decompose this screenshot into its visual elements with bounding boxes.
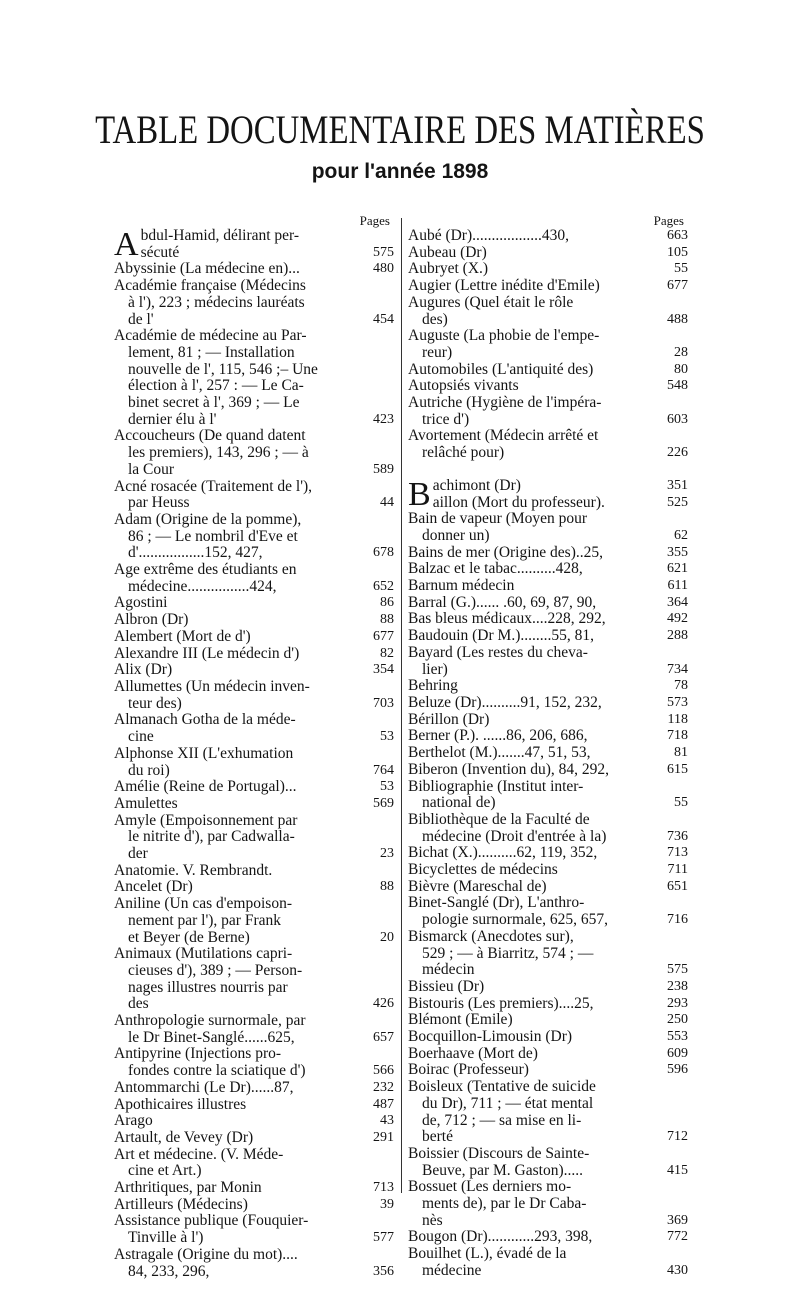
index-entry <box>114 712 394 745</box>
left-entry-list <box>114 228 394 1280</box>
entry-text-line: des) <box>422 311 448 328</box>
index-entry <box>114 896 394 946</box>
entry-text-line: Bibliographie (Institut inter- <box>408 778 584 795</box>
entry-text-line: Art et médecine. (V. Méde- <box>114 1146 284 1163</box>
page-number: 573 <box>667 694 688 710</box>
page-number: 81 <box>674 745 688 761</box>
page-number: 703 <box>373 695 394 711</box>
pages-header-right: Pages <box>653 213 684 228</box>
index-entry <box>408 745 688 762</box>
entry-text-line: Ancelet (Dr) <box>114 879 193 896</box>
entry-text-line: Boerhaave (Mort de) <box>408 1045 538 1062</box>
page-number: 426 <box>373 996 394 1012</box>
entry-text-line: Bièvre (Mareschal de) <box>408 878 547 895</box>
entry-text-line: par Heuss <box>128 495 190 512</box>
index-entry <box>114 328 394 428</box>
page-number: 603 <box>667 411 688 427</box>
page-number: 291 <box>373 1129 394 1145</box>
entry-text-line: 529 ; — à Biarritz, 574 ; — <box>422 945 594 962</box>
page-number: 772 <box>667 1229 688 1245</box>
entry-text-line: Académie de médecine au Par- <box>114 328 307 345</box>
entry-text-line: Acné rosacée (Traitement de l'), <box>114 478 313 495</box>
index-entry <box>114 512 394 562</box>
page-number: 88 <box>380 612 394 628</box>
index-entry <box>114 1113 394 1130</box>
entry-text-line: Aniline (Un cas d'empoison- <box>114 896 292 913</box>
left-column <box>114 214 394 1280</box>
page-number: 44 <box>380 495 394 511</box>
entry-text-line: Albron (Dr) <box>114 612 189 629</box>
page-number: 238 <box>667 978 688 994</box>
entry-text-line: élection à l', 257 : — Le Ca- <box>128 378 304 395</box>
index-entry <box>114 646 394 663</box>
index-entry <box>408 511 688 544</box>
index-entry <box>408 475 688 513</box>
page-number: 78 <box>674 678 688 694</box>
entry-text-line: Bistouris (Les premiers)....25, <box>408 995 594 1012</box>
page-number: 351 <box>667 477 688 493</box>
index-entry <box>114 261 394 278</box>
entry-text-line: donner un) <box>422 527 490 544</box>
entry-text-line: Bibliothèque de la Faculté de <box>408 811 590 828</box>
entry-text-line: et Beyer (de Berne) <box>128 929 250 946</box>
entry-text-line: lement, 81 ; — Installation <box>128 344 295 361</box>
entry-text-line: Amulettes <box>114 795 178 812</box>
entry-text-line: cieuses d'), 389 ; — Person- <box>128 962 303 979</box>
index-entry <box>408 862 688 879</box>
entry-text-line: Bicyclettes de médecins <box>408 862 558 879</box>
entry-text-line: Antommarchi (Le Dr)......87, <box>114 1079 294 1096</box>
index-entry <box>114 1213 394 1246</box>
page-number: 651 <box>667 878 688 894</box>
index-entry <box>114 796 394 813</box>
entry-text-line: Boisleux (Tentative de suicide <box>408 1079 596 1096</box>
page-number: 677 <box>667 278 688 294</box>
page-number: 288 <box>667 628 688 644</box>
entry-text-line: fondes contre la sciatique d') <box>128 1063 306 1080</box>
entry-text-line: Beuve, par M. Gaston)..... <box>422 1162 583 1179</box>
page-number: 596 <box>667 1062 688 1078</box>
index-entry <box>408 362 688 379</box>
index-entry <box>114 863 394 880</box>
page-number: 232 <box>373 1079 394 1095</box>
page-number: 718 <box>667 728 688 744</box>
entry-text-line: Boissier (Discours de Sainte- <box>408 1145 590 1162</box>
page-number: 454 <box>373 311 394 327</box>
entry-text-line: achimont (Dr) <box>432 477 521 494</box>
page-number: 764 <box>373 762 394 778</box>
index-entry <box>408 595 688 612</box>
page-number: 355 <box>667 544 688 560</box>
index-entry <box>408 1146 688 1179</box>
entry-text-line: le Dr Binet-Sanglé......625, <box>128 1029 295 1046</box>
index-entry <box>408 695 688 712</box>
entry-text-line: Amélie (Reine de Portugal)... <box>114 779 297 796</box>
entry-text-line: à l'), 223 ; médecins lauréats <box>128 294 305 311</box>
index-entry <box>408 845 688 862</box>
page-number: 736 <box>667 828 688 844</box>
entry-text-line: Assistance publique (Fouquier- <box>114 1213 309 1230</box>
entry-text-line: Abyssinie (La médecine en)... <box>114 261 300 278</box>
index-entry <box>408 895 688 928</box>
index-entry <box>408 228 688 245</box>
entry-text-line: national de) <box>422 795 496 812</box>
entry-text-line: la Cour <box>128 461 175 478</box>
index-entry <box>114 562 394 595</box>
index-entry <box>114 1147 394 1180</box>
entry-text-line: Bouilhet (L.), évadé de la <box>408 1246 567 1263</box>
page-number: 678 <box>373 545 394 561</box>
page-number: 488 <box>667 311 688 327</box>
page-number: 53 <box>380 779 394 795</box>
page-number: 487 <box>373 1096 394 1112</box>
entry-text-line: Bossuet (Les derniers mo- <box>408 1179 572 1196</box>
entry-text-line: Blémont (Emile) <box>408 1012 513 1029</box>
index-entry <box>408 1046 688 1063</box>
index-entry <box>114 1097 394 1114</box>
entry-text-line: Tinville à l') <box>128 1230 204 1247</box>
column-divider <box>401 218 402 1193</box>
page-number: 615 <box>667 761 688 777</box>
index-entry <box>408 328 688 361</box>
entry-text-line: de, 712 ; — sa mise en li- <box>422 1112 582 1129</box>
page-number: 480 <box>373 261 394 277</box>
index-entry <box>408 996 688 1013</box>
entry-text-line: Balzac et le tabac..........428, <box>408 561 583 578</box>
entry-text-line: médecin <box>422 962 475 979</box>
page-number: 430 <box>667 1262 688 1278</box>
page-number: 226 <box>667 445 688 461</box>
entry-text-line: Beluze (Dr)..........91, 152, 232, <box>408 694 602 711</box>
entry-text-line: Aubeau (Dr) <box>408 244 487 261</box>
entry-text-line: médecine (Droit d'entrée à la) <box>422 828 607 845</box>
entry-text-line: Auguste (La phobie de l'empe- <box>408 328 600 345</box>
index-entry <box>408 1012 688 1029</box>
index-entry <box>114 612 394 629</box>
page-number: 575 <box>667 962 688 978</box>
page-number: 82 <box>380 645 394 661</box>
page-number: 621 <box>667 561 688 577</box>
entry-text-line: reur) <box>422 344 453 361</box>
page-number: 525 <box>667 494 688 510</box>
entry-text-line: Astragale (Origine du mot).... <box>114 1246 298 1263</box>
page-number: 62 <box>674 527 688 543</box>
entry-text-line: Augures (Quel était le rôle <box>408 294 574 311</box>
page-number: 356 <box>373 1263 394 1279</box>
entry-text-line: Alexandre III (Le médecin d') <box>114 645 300 662</box>
entry-text-line: Baudouin (Dr M.)........55, 81, <box>408 628 594 645</box>
entry-text-line: Bérillon (Dr) <box>408 711 490 728</box>
page-title: TABLE DOCUMENTAIRE DES MATIÈRES <box>95 107 705 152</box>
page-number: 548 <box>667 378 688 394</box>
drop-cap-letter: A <box>114 226 139 263</box>
entry-text-line: du roi) <box>128 762 170 779</box>
index-entry <box>114 662 394 679</box>
entry-text-line: 84, 233, 296, <box>128 1263 210 1280</box>
entry-text-line: cine <box>128 729 154 746</box>
page-number: 423 <box>373 411 394 427</box>
index-entry <box>408 1246 688 1279</box>
page-number: 88 <box>380 879 394 895</box>
page-number: 369 <box>667 1212 688 1228</box>
entry-text-line: 86 ; — Le nombril d'Eve et <box>128 528 298 545</box>
entry-text-line: Age extrême des étudiants en <box>114 562 297 579</box>
entry-text-line: Apothicaires illustres <box>114 1096 247 1113</box>
entry-text-line: Barral (G.)...... .60, 69, 87, 90, <box>408 594 597 611</box>
entry-text-line: Amyle (Empoisonnement par <box>114 812 298 829</box>
entry-text-line: Almanach Gotha de la méde- <box>114 712 296 729</box>
entry-text-line: Bismarck (Anecdotes sur), <box>408 928 574 945</box>
page-number: 716 <box>667 912 688 928</box>
entry-text-line: Allumettes (Un médecin inven- <box>114 678 310 695</box>
entry-text-line: Anatomie. V. Rembrandt. <box>114 862 273 879</box>
page-number: 611 <box>667 578 688 594</box>
entry-text-line: aillon (Mort du professeur). <box>432 494 605 511</box>
index-entry <box>408 779 688 812</box>
index-entry <box>408 245 688 262</box>
entry-text-line: Anthropologie surnormale, par <box>114 1013 306 1030</box>
index-entry <box>408 278 688 295</box>
entry-text-line: Arago <box>114 1113 153 1130</box>
page-number: 55 <box>674 261 688 277</box>
page-number: 589 <box>373 461 394 477</box>
entry-text-line: Berner (P.). ......86, 206, 686, <box>408 728 588 745</box>
entry-text-line: Autriche (Hygiène de l'impéra- <box>408 395 602 412</box>
index-entry <box>114 1013 394 1046</box>
right-entry-list <box>408 228 688 1280</box>
index-entry <box>114 1046 394 1079</box>
entry-text-line: de l' <box>128 311 154 328</box>
index-entry <box>408 1079 688 1146</box>
entry-text-line: médecine <box>422 1262 482 1279</box>
page-number: 713 <box>667 845 688 861</box>
index-entry <box>114 779 394 796</box>
index-entry <box>408 261 688 278</box>
entry-text-line: Alix (Dr) <box>114 662 173 679</box>
entry-text-line: Accoucheurs (De quand datent <box>114 428 306 445</box>
entry-text-line: Bichat (X.)..........62, 119, 352, <box>408 845 598 862</box>
entry-text-line: Artault, de Vevey (Dr) <box>114 1129 254 1146</box>
page-number: 53 <box>380 729 394 745</box>
entry-text-line: Bain de vapeur (Moyen pour <box>408 511 588 528</box>
entry-text-line: Arthritiques, par Monin <box>114 1180 262 1197</box>
entry-text-line: Augier (Lettre inédite d'Emile) <box>408 278 600 295</box>
index-entry <box>408 1062 688 1079</box>
index-entry <box>408 812 688 845</box>
page-number: 250 <box>667 1012 688 1028</box>
entry-text-line: nouvelle de l', 115, 546 ;– Une <box>128 361 318 378</box>
entry-text-line: der <box>128 846 148 863</box>
entry-text-line: Bains de mer (Origine des)..25, <box>408 544 603 561</box>
page-number: 652 <box>373 578 394 594</box>
index-entry <box>114 278 394 328</box>
entry-text-line: Agostini <box>114 595 168 612</box>
index-entry <box>114 629 394 646</box>
entry-text-line: Animaux (Mutilations capri- <box>114 946 293 963</box>
page-number: 354 <box>373 662 394 678</box>
entry-text-line: du Dr), 711 ; — état mental <box>422 1095 594 1112</box>
entry-text-line: Artilleurs (Médecins) <box>114 1196 248 1213</box>
page-number: 415 <box>667 1162 688 1178</box>
right-column <box>408 214 688 1280</box>
page-number: 734 <box>667 661 688 677</box>
entry-text-line: nès <box>422 1212 443 1229</box>
index-entry <box>408 979 688 996</box>
index-entry <box>408 645 688 678</box>
index-entry <box>408 561 688 578</box>
page-number: 713 <box>373 1180 394 1196</box>
index-entry <box>114 1197 394 1214</box>
index-entry <box>114 946 394 1013</box>
entry-text-line: Bas bleus médicaux....228, 292, <box>408 611 606 628</box>
entry-text-line: relâché pour) <box>422 445 505 462</box>
entry-text-line: sécuté <box>140 244 180 261</box>
entry-text-line: Aubé (Dr)..................430, <box>408 228 570 244</box>
entry-text-line: binet secret à l', 369 ; — Le <box>128 395 300 412</box>
entry-text-line: Alembert (Mort de d') <box>114 628 251 645</box>
index-entry <box>114 228 394 261</box>
entry-text-line: Behring <box>408 678 458 695</box>
entry-text-line: nages illustres nourris par <box>128 979 288 996</box>
index-entry <box>408 578 688 595</box>
entry-text-line: des <box>128 996 149 1013</box>
page-number: 28 <box>674 344 688 360</box>
entry-text-line: Avortement (Médecin arrêté et <box>408 428 599 445</box>
page-number: 293 <box>667 995 688 1011</box>
index-entry <box>114 428 394 478</box>
index-entry <box>114 1080 394 1097</box>
page-number: 20 <box>380 929 394 945</box>
entry-text-line: berté <box>422 1129 453 1146</box>
entry-text-line: Bayard (Les restes du cheva- <box>408 644 588 661</box>
index-entry <box>408 929 688 979</box>
page-number: 663 <box>667 228 688 243</box>
index-entry <box>408 428 688 461</box>
index-entry <box>408 628 688 645</box>
page-number: 105 <box>667 244 688 260</box>
index-entry <box>408 879 688 896</box>
index-entry <box>408 728 688 745</box>
entry-text-line: Autopsiés vivants <box>408 378 519 395</box>
index-entry <box>408 762 688 779</box>
entry-text-line: lier) <box>422 661 448 678</box>
entry-text-line: médecine................424, <box>128 578 277 595</box>
page-number: 677 <box>373 628 394 644</box>
page-number: 492 <box>667 611 688 627</box>
page-number: 39 <box>380 1196 394 1212</box>
index-entry <box>408 1229 688 1246</box>
entry-text-line: ments de), par le Dr Caba- <box>422 1196 587 1213</box>
index-entry <box>114 479 394 512</box>
entry-text-line: teur des) <box>128 695 182 712</box>
index-entry <box>114 1180 394 1197</box>
page-number: 711 <box>667 862 688 878</box>
page-number: 609 <box>667 1045 688 1061</box>
entry-text-line: Adam (Origine de la pomme), <box>114 511 302 528</box>
index-entry <box>114 595 394 612</box>
entry-text-line: Barnum médecin <box>408 578 515 595</box>
page-number: 86 <box>380 595 394 611</box>
index-entry <box>114 1130 394 1147</box>
entry-text-line: Biberon (Invention du), 84, 292, <box>408 761 610 778</box>
index-entry <box>408 678 688 695</box>
entry-text-line: les premiers), 143, 296 ; — à <box>128 445 309 462</box>
entry-text-line: cine et Art.) <box>128 1163 202 1180</box>
index-entry <box>408 545 688 562</box>
index-entry <box>114 879 394 896</box>
index-entry <box>114 813 394 863</box>
entry-text-line: Boirac (Professeur) <box>408 1062 529 1079</box>
page-number: 712 <box>667 1129 688 1145</box>
entry-text-line: pologie surnormale, 625, 657, <box>422 912 608 929</box>
index-entry <box>408 378 688 395</box>
entry-text-line: Aubryet (X.) <box>408 261 489 278</box>
index-entry <box>408 1179 688 1229</box>
page-number: 364 <box>667 594 688 610</box>
page-number: 43 <box>380 1113 394 1129</box>
entry-text-line: Bissieu (Dr) <box>408 978 485 995</box>
entry-text-line: le nitrite d'), par Cadwalla- <box>128 829 295 846</box>
entry-text-line: Berthelot (M.).......47, 51, 53, <box>408 745 591 762</box>
index-entry <box>408 712 688 729</box>
page-number: 553 <box>667 1029 688 1045</box>
entry-text-line: Binet-Sanglé (Dr), L'anthro- <box>408 895 585 912</box>
page-subtitle: pour l'année 1898 <box>311 160 489 183</box>
page-number: 575 <box>373 244 394 260</box>
entry-text-line: nement par l'), par Frank <box>128 912 282 929</box>
page-number: 80 <box>674 361 688 377</box>
entry-text-line: Bocquillon-Limousin (Dr) <box>408 1029 573 1046</box>
entry-text-line: Alphonse XII (L'exhumation <box>114 745 294 762</box>
entry-text-line: Académie française (Médecins <box>114 278 306 295</box>
entry-text-line: dernier élu à l' <box>128 411 217 428</box>
drop-cap-letter: B <box>408 475 431 513</box>
index-entry <box>114 1247 394 1280</box>
entry-text-line: bdul-Hamid, délirant per- <box>140 228 300 244</box>
index-entry <box>408 295 688 328</box>
page-number: 657 <box>373 1029 394 1045</box>
index-entry <box>408 395 688 428</box>
entry-text-line: trice d') <box>422 411 470 428</box>
page-number: 55 <box>674 795 688 811</box>
page-number: 566 <box>373 1063 394 1079</box>
entry-text-line: Automobiles (L'antiquité des) <box>408 361 594 378</box>
page-number: 118 <box>667 711 688 727</box>
pages-header-left: Pages <box>359 213 390 228</box>
page-number: 569 <box>373 795 394 811</box>
page-number: 577 <box>373 1230 394 1246</box>
entry-text-line: Bougon (Dr)............293, 398, <box>408 1229 593 1246</box>
entry-text-line: Antipyrine (Injections pro- <box>114 1046 282 1063</box>
index-entry <box>114 679 394 712</box>
entry-text-line: d'.................152, 427, <box>128 545 263 562</box>
index-entry <box>114 746 394 779</box>
index-entry <box>408 1029 688 1046</box>
page-number: 23 <box>380 846 394 862</box>
index-entry <box>408 611 688 628</box>
